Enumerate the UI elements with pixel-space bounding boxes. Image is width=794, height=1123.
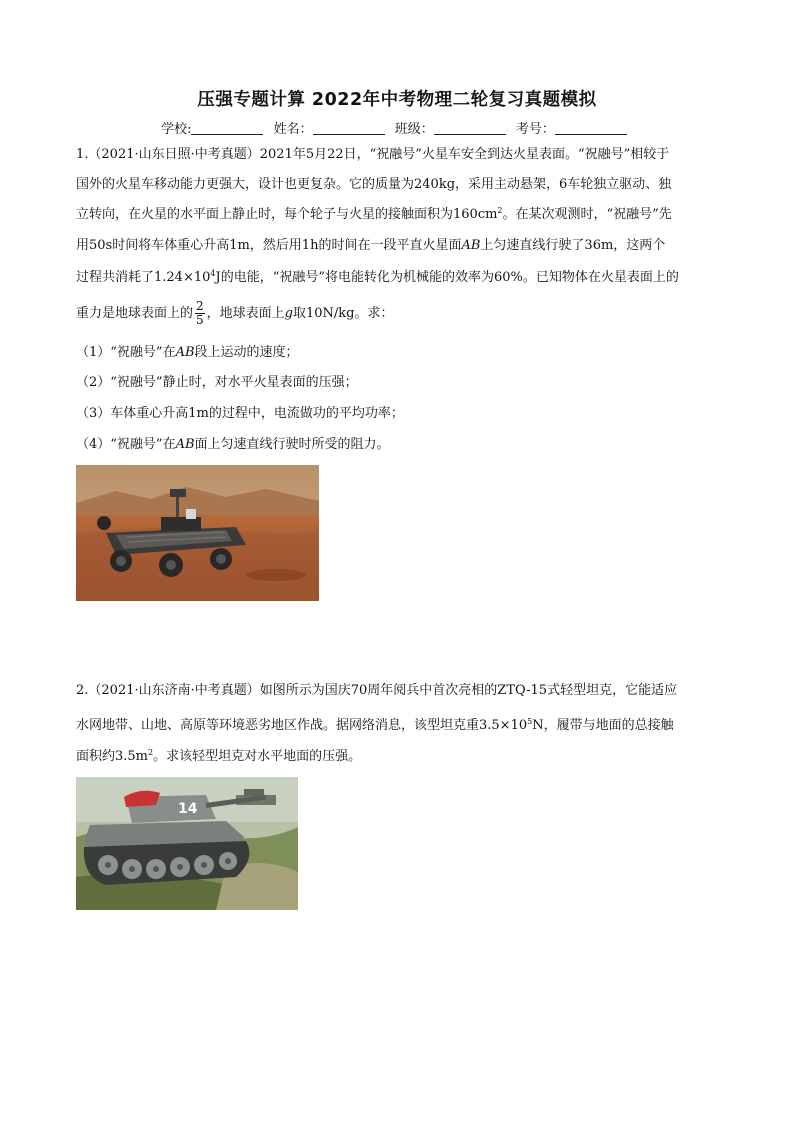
student-info-row	[0, 118, 794, 137]
exam-no-label: 考号：	[515, 122, 555, 137]
light-tank-image	[76, 777, 298, 910]
school-blank[interactable]	[191, 122, 263, 135]
q1-part-2: （2）“祝融号”静止时，对水平火星表面的压强；	[76, 375, 358, 390]
school-label: 学校:	[161, 122, 192, 137]
q1-line-2: 国外的火星车移动能力更强大，设计也更复杂。它的质量为240kg，采用主动悬架，6车轮独立驱动、独	[76, 177, 672, 192]
page-title: 压强专题计算 2022年中考物理二轮复习真题模拟	[197, 90, 597, 110]
fraction-two-fifths: $\frac{2}{5}$	[196, 299, 204, 327]
q1-line-3: 立转向，在火星的水平面上静止时，每个轮子与火星的接触面积为$160cm^2$。在某次观测时，“祝融号”先	[76, 206, 672, 222]
exam-no-blank[interactable]	[555, 122, 627, 135]
q1-line-4: 用50s时间将车体重心升高1m，然后用1h的时间在一段平直火星面AB上匀速直线行驶了36m，这两个	[76, 238, 666, 253]
q2-line-2: 水网地带、山地、高原等环境恶劣地区作战。据网络消息，该型坦克重$3.5\times 10^5N$，履带与地面的总接触	[76, 717, 674, 733]
q2-line-3: 面积约$3.5m^2$。求该轻型坦克对水平地面的压强。	[76, 748, 362, 764]
q2-line-1: 2.（2021·山东济南·中考真题）如图所示为国庆70周年阅兵中首次亮相的ZTQ-15式轻型坦克，它能适应	[76, 683, 678, 698]
class-label: 班级：	[394, 122, 434, 137]
class-blank[interactable]	[434, 122, 506, 135]
q1-line-1: 1.（2021·山东日照·中考真题）2021年5月22日，“祝融号”火星车安全到达火星表面。“祝融号”相较于	[76, 147, 670, 162]
q1-line-6: 重力是地球表面上的 $\frac{2}{5}$ ，地球表面上g取10N/kg。求：	[76, 299, 394, 327]
mars-rover-image	[76, 465, 319, 601]
q1-part-3: （3）车体重心升高1m的过程中，电流做功的平均功率；	[76, 406, 404, 421]
q1-line-5: 过程共消耗了$1.24\times 10^4J$的电能，“祝融号”将电能转化为机械能的效率为60%。已知物体在火星表面上的	[76, 269, 679, 285]
name-label: 姓名：	[273, 122, 313, 137]
tank-number: 14	[178, 801, 198, 817]
q1-part-4: （4）“祝融号”在AB面上匀速直线行驶时所受的阻力。	[76, 437, 390, 452]
name-blank[interactable]	[313, 122, 385, 135]
q1-part-1: （1）“祝融号”在AB段上运动的速度；	[76, 345, 299, 360]
